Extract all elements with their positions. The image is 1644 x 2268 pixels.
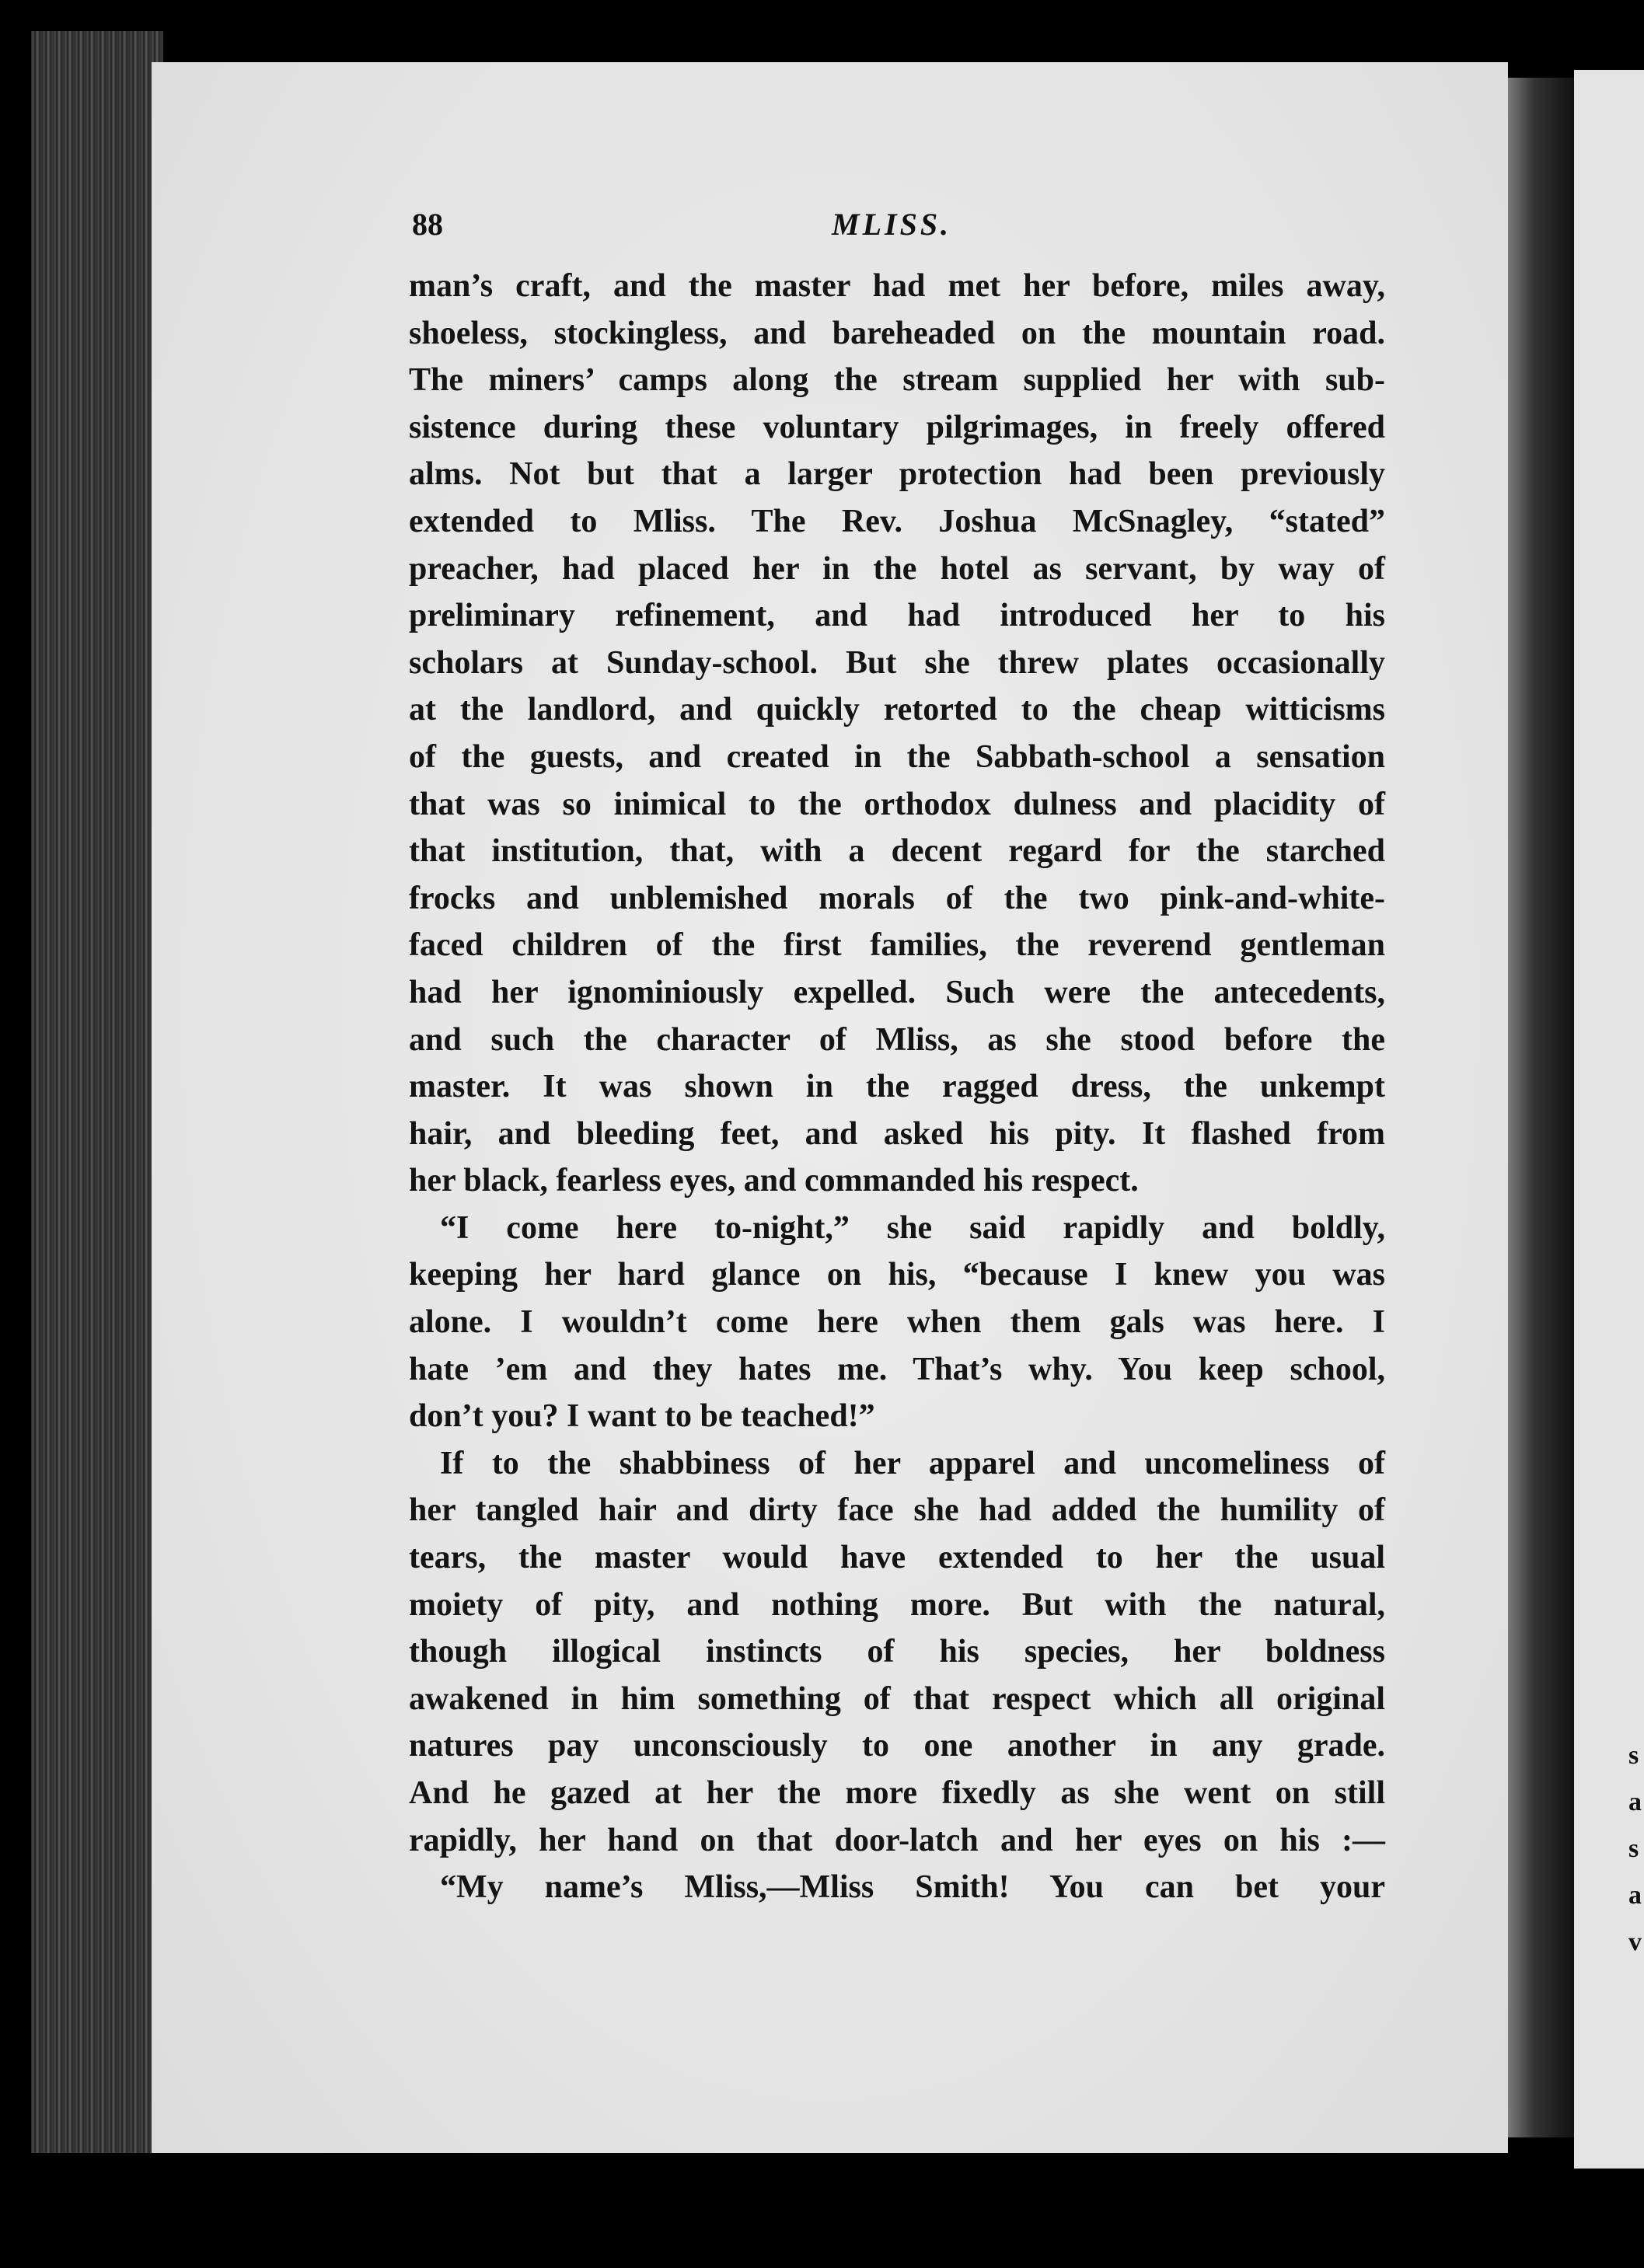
text-line: frocks and unblemished morals of the two pink-and-white- [409,880,1385,916]
facing-page-fragment: a [1628,1881,1642,1910]
text-line: keeping her hard glance on his, “because I knew you was [409,1257,1385,1293]
text-line: preacher, had placed her in the hotel as servant, by way of [409,550,1385,587]
text-line: preliminary refinement, and had introduced her to his [409,598,1385,634]
text-line: shoeless, stockingless, and bareheaded on the mountain road. [409,315,1385,351]
text-line: though illogical instincts of his species, her boldness [409,1634,1385,1670]
body-text [409,263,1385,1911]
page-edges [31,31,163,2153]
text-line: tears, the master would have extended to her the usual [409,1540,1385,1576]
facing-page-fragment: a [1628,1788,1642,1816]
running-title: MLISS. [832,207,952,242]
text-line: And he gazed at her the more fixedly as she went on still [409,1775,1385,1811]
facing-page-edge [1574,70,1644,2169]
text-line: scholars at Sunday-school. But she threw plates occasionally [409,644,1385,681]
page-number: 88 [412,207,443,242]
text-line: If to the shabbiness of her apparel and uncomeliness of [440,1445,1385,1481]
text-line: rapidly, her hand on that door-latch and her eyes on his :— [409,1822,1385,1858]
text-line: at the landlord, and quickly retorted to the cheap witticisms [409,692,1385,728]
text-line: of the guests, and created in the Sabbath-school a sensation [409,738,1385,775]
text-line: awakened in him something of that respect which all original [409,1680,1385,1717]
text-line: alone. I wouldn’t come here when them gals was here. I [409,1304,1385,1341]
text-line: faced children of the first families, the reverend gentleman [409,927,1385,964]
facing-page-fragment: v [1628,1928,1642,1956]
text-line: don’t you? I want to be teached!” [409,1398,875,1435]
text-line: “I come here to-night,” she said rapidly and boldly, [440,1209,1385,1246]
text-line: The miners’ camps along the stream supplied her with sub- [409,362,1385,399]
text-line: natures pay unconsciously to one another in any grade. [409,1728,1385,1764]
text-line: hair, and bleeding feet, and asked his pity. It flashed from [409,1115,1385,1152]
text-line: her tangled hair and dirty face she had added the humility of [409,1492,1385,1529]
text-line: her black, fearless eyes, and commanded his respect. [409,1163,1139,1199]
facing-page-fragment: s [1628,1834,1639,1863]
text-line: sistence during these voluntary pilgrimages, in freely offered [409,409,1385,445]
text-line: that institution, that, with a decent regard for the starched [409,833,1385,870]
text-line: that was so inimical to the orthodox dulness and placidity of [409,786,1385,822]
text-line: and such the character of Mliss, as she stood before the [409,1021,1385,1058]
facing-page-fragment: s [1628,1741,1639,1770]
text-line: man’s craft, and the master had met her before, miles away, [409,268,1385,304]
text-line: extended to Mliss. The Rev. Joshua McSnagley, “stated” [409,503,1385,539]
text-line: “My name’s Mliss,—Mliss Smith! You can bet your [440,1869,1385,1906]
text-line: moiety of pity, and nothing more. But with the natural, [409,1586,1385,1623]
text-line: alms. Not but that a larger protection had been previously [409,456,1385,493]
page-header [412,206,1391,253]
text-line: master. It was shown in the ragged dress, the unkempt [409,1069,1385,1105]
book-gutter [1508,78,1574,2137]
text-line: hate ’em and they hates me. That’s why. You keep school, [409,1351,1385,1387]
text-line: had her ignominiously expelled. Such were the antecedents, [409,974,1385,1010]
